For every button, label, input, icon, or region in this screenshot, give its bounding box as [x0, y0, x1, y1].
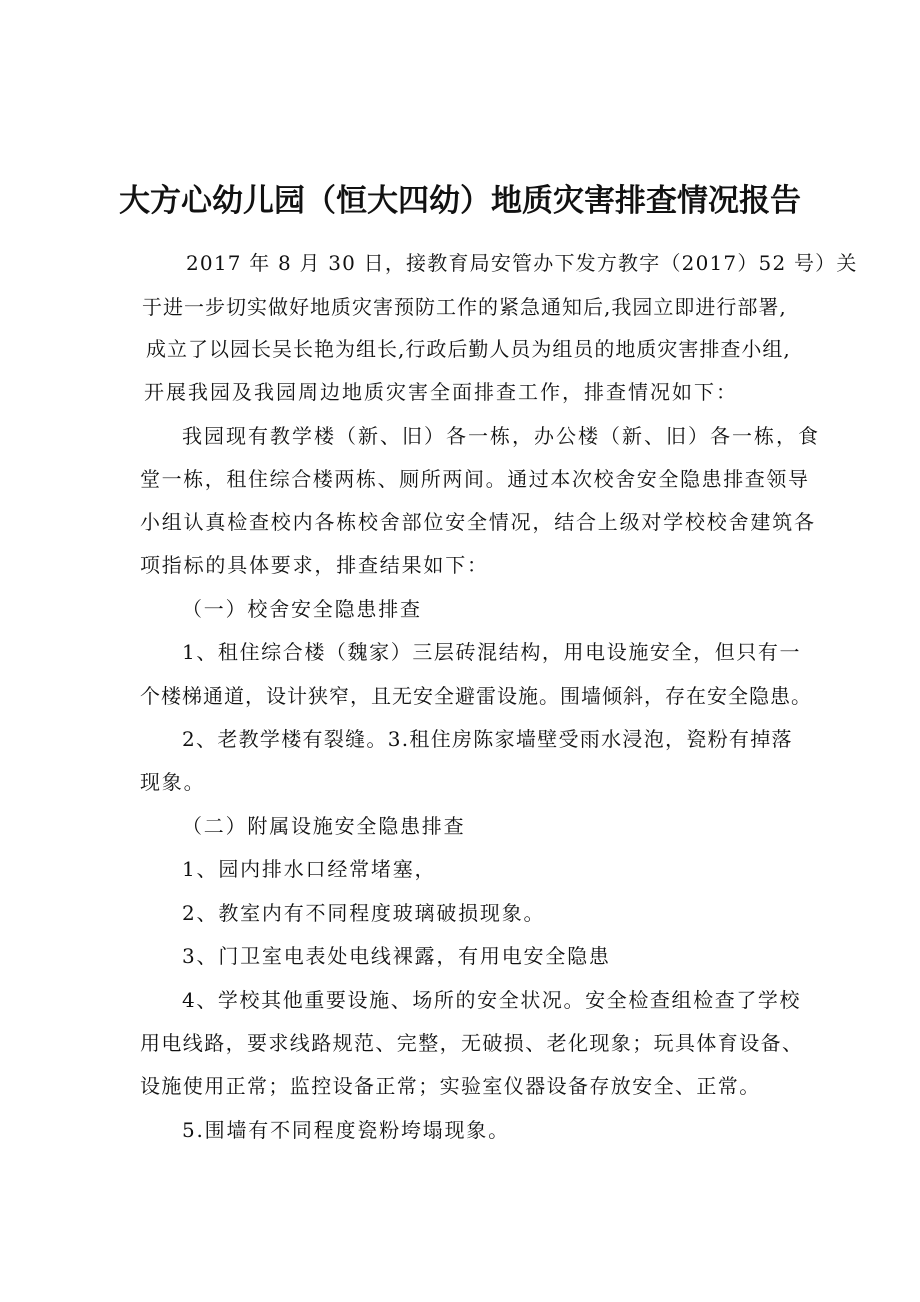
page-title: 大方心幼儿园（恒大四幼）地质灾害排查情况报告 [119, 183, 801, 219]
paragraph-line: 设施使用正常；监控设备正常；实验室仪器设备存放安全、正常。 [140, 1074, 761, 1098]
list-item: 5.围墙有不同程度瓷粉垮塌现象。 [182, 1118, 510, 1142]
list-item: 1、园内排水口经常堵塞， [182, 857, 437, 881]
paragraph-line: 用电线路，要求线路规范、完整，无破损、老化现象；玩具体育设备、 [140, 1031, 804, 1055]
paragraph-line: 小组认真检查校内各栋校舍部位安全情况，结合上级对学校校舍建筑各 [140, 510, 816, 534]
paragraph-line: 堂一栋，租住综合楼两栋、厕所两间。通过本次校舍安全隐患排查领导 [140, 467, 810, 491]
paragraph-line: 1、租住综合楼（魏家）三层砖混结构，用电设施安全，但只有一 [182, 640, 802, 664]
list-item: 3、门卫室电表处电线裸露，有用电安全隐患 [182, 944, 611, 968]
list-item: 4、学校其他重要设施、场所的安全状况。安全检查组检查了学校 [182, 988, 802, 1012]
paragraph-line: 开展我园及我园周边地质灾害全面排查工作，排查情况如下： [144, 380, 738, 404]
paragraph-line: 我园现有教学楼（新、旧）各一栋，办公楼（新、旧）各一栋，食 [182, 424, 820, 448]
paragraph-line: 现象。 [140, 770, 206, 794]
paragraph-line: 于进一步切实做好地质灾害预防工作的紧急通知后,我园立即进行部署, [142, 295, 787, 319]
paragraph-line: 2、老教学楼有裂缝。3.租住房陈家墙壁受雨水浸泡，瓷粉有掉落 [182, 727, 793, 751]
section-heading: （二）附属设施安全隐患排查 [182, 814, 466, 838]
list-item: 2、教室内有不同程度玻璃破损现象。 [182, 901, 546, 925]
paragraph-line: 成立了以园长吴长艳为组长,行政后勤人员为组员的地质灾害排查小组, [146, 337, 791, 361]
paragraph-line: 项指标的具体要求，排查结果如下： [140, 553, 489, 577]
paragraph-line: 2017 年 8 月 30 日，接教育局安管办下发方教字（2017）52 号）关 [186, 251, 858, 275]
section-heading: （一）校舍安全隐患排查 [182, 597, 422, 621]
paragraph-line: 个楼梯通道，设计狭窄，且无安全避雷设施。围墙倾斜，存在安全隐患。 [140, 684, 812, 708]
